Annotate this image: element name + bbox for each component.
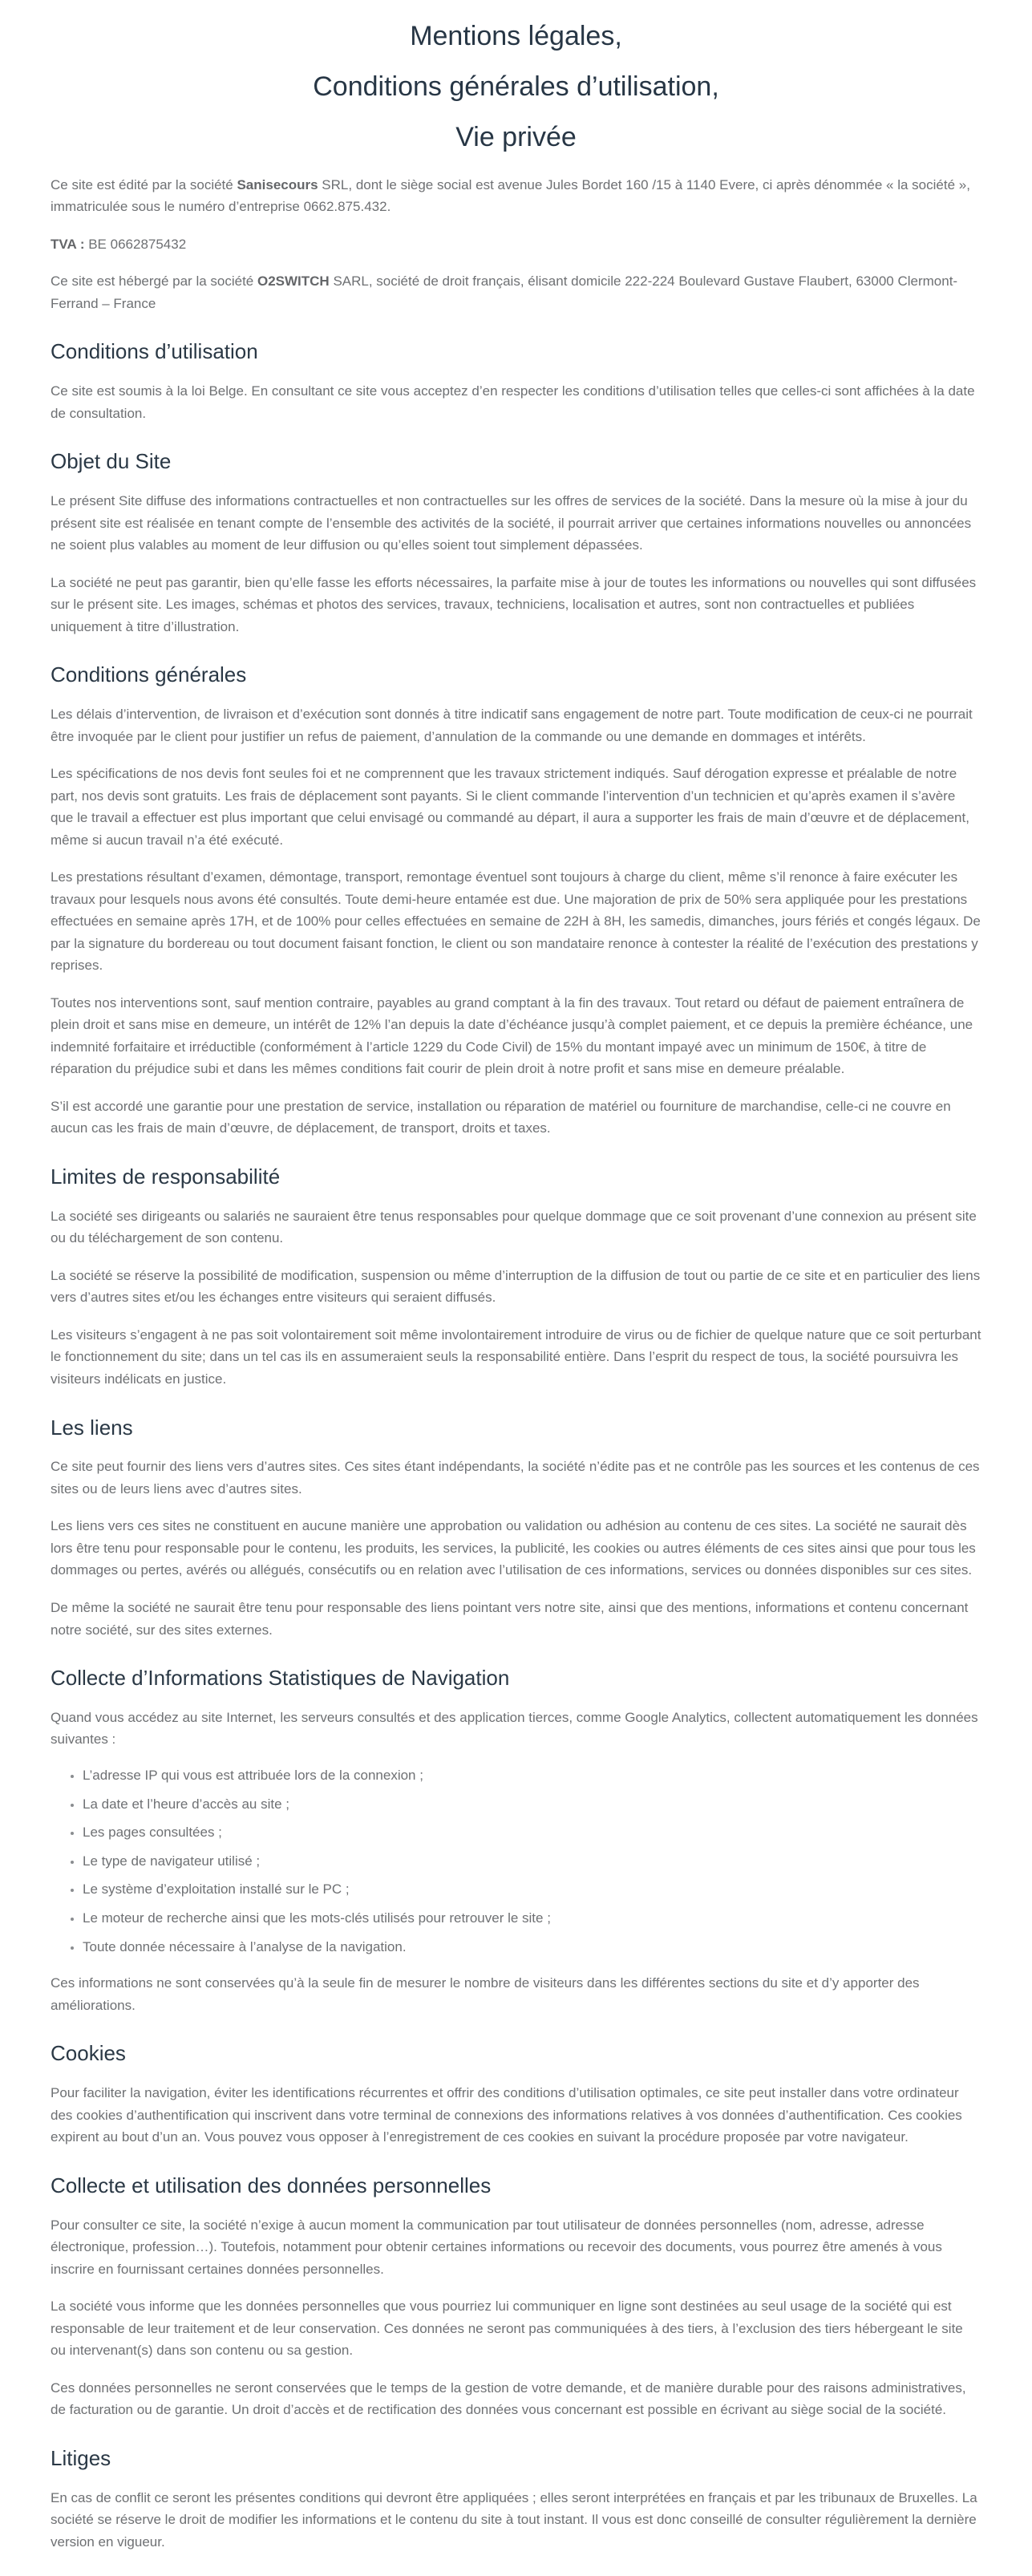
section-heading: Limites de responsabilité [51,1164,281,1189]
section-donnees-personnelles [51,2173,981,2421]
paragraph: Ces informations ne sont conservées qu’à la seule fin de mesurer le nombre de visiteurs dans les différentes sections du site et d’y apporter des améliorations. [51,1975,920,2013]
paragraph: S’il est accordé une garantie pour une prestation de service, installation ou réparation de matériel ou fourniture de marchandise, celle-ci ne couvre en aucun cas les frais de main d’œuvre, de déplacement, de transport, droits et taxes. [51,1098,951,1136]
vat-number: BE 0662875432 [84,236,187,252]
paragraph: La société ses dirigeants ou salariés ne sauraient être tenus responsables pour quelque dommage que ce soit provenant d’une connexion au présent site ou du téléchargement de son contenu. [51,1208,977,1246]
paragraph: Les prestations résultant d’examen, démontage, transport, remontage éventuel sont toujours à charge du client, même s’il renonce à faire exécuter les travaux pour lesquels nous avons été consultés. Toute demi-heure entamée est due. Une majoration de prix de 50% sera appliquée pour les prestations effectuées en semaine après 17H, et de 100% pour celles effectuées en semaine de 22H à 8H, les samedis, dimanches, jours fériés et congés légaux. De par la signature du bordereau ou tout document faisant fonction, le client ou son mandataire renonce à contester la réalité de l’exécution des prestations y reprises. [51,869,981,974]
paragraph: Les visiteurs s’engagent à ne pas soit volontairement soit même involontairement introduire de virus ou de fichier de quelque nature que ce soit perturbant le fonctionnement du site; dans un tel cas ils en assumeraient seuls la responsabilité entière. Dans l’esprit du respect de tous, la société poursuivra les visiteurs indélicats en justice. [51,1326,981,1387]
paragraph: Pour faciliter la navigation, éviter les identifications récurrentes et offrir des conditions d’utilisation optimales, ce site peut installer dans votre ordinateur des cookies d’authentification qui inscrivent dans votre terminal de connexions des informations relatives à vos données d’authentification. Ces cookies expirent au bout d’un an. Vous pouvez vous opposer à l’enregistrement de ces cookies en suivant la procédure proposée par votre navigateur. [51,2085,962,2145]
list-item: • La date et l’heure d’accès au site ; [83,1795,981,1815]
list-item: • Le type de navigateur utilisé ; [83,1852,981,1872]
paragraph: La société ne peut pas garantir, bien qu’elle fasse les efforts nécessaires, la parfaite mise à jour de toutes les informations ou nouvelles qui sont diffusées sur le présent site. Les images, schémas et photos des services, travaux, techniciens, localisation et autres, sont non contractuelles et publiées uniquement à titre d’illustration. [51,574,977,634]
section-heading: Objet du Site [51,449,172,474]
paragraph: De même la société ne saurait être tenu pour responsable des liens pointant vers notre site, ainsi que des mentions, informations et contenu concernant notre société, sur des sites externes. [51,1599,969,1638]
section-objet-du-site [51,448,981,638]
section-heading: Collecte d’Informations Statistiques de Navigation [51,1666,510,1691]
list-item: • Le moteur de recherche ainsi que les mots-clés utilisés pour retrouver le site ; [83,1909,981,1929]
company-name: Sanisecours [237,176,318,192]
paragraph: Les délais d’intervention, de livraison et d’exécution sont donnés à titre indicatif sans engagement de notre part. Toute modification de ceux-ci ne pourrait être invoquée par le client pour justifier un refus de paiement, d’annulation de la commande ou une demande en dommages et intérêts. [51,706,973,744]
section-heading: Les liens [51,1415,133,1440]
intro-editor-text-post: SRL, dont le siège social est avenue Jules Bordet 160 /15 à 1140 Evere, ci après dénommée « la société », immatriculée sous le numéro d’entreprise 0662.875.432. [51,176,970,215]
host-name: O2SWITCH [257,273,330,290]
page-title-line-3: Vie privée [455,121,577,152]
paragraph: En cas de conflit ce seront les présentes conditions qui devront être appliquées ; elles seront interprétées en français et par les tribunaux de Bruxelles. La société se réserve le droit de modifier les informations et le contenu du site à tout instant. Il vous est donc conseillé de consulter régulièrement la dernière version en vigueur. [51,2489,977,2550]
page-title-line-2: Conditions générales d’utilisation, [313,71,719,102]
vat-label: TVA : [51,236,85,252]
collected-data-list [51,1766,981,1957]
section-heading: Conditions d’utilisation [51,339,258,364]
paragraph: La société se réserve la possibilité de modification, suspension ou même d’interruption de la diffusion de tout ou partie de ce site et en particulier des liens vers d’autres sites et/ou les échanges entre visiteurs qui seraient diffusés. [51,1267,981,1306]
intro-editor-text-pre: Ce site est édité par la société [51,176,237,192]
list-item: • Toute donnée nécessaire à l’analyse de la navigation. [83,1938,981,1958]
section-cookies [51,2040,981,2148]
intro-host-paragraph [51,270,981,314]
section-limites-de-responsabilite [51,1164,981,1391]
paragraph: Toutes nos interventions sont, sauf mention contraire, payables au grand comptant à la fin des travaux. Tout retard ou défaut de paiement entraînera de plein droit et sans mise en demeure, un intérêt de 12% l’an depuis la date d’échéance jusqu’à complet paiement, et ce depuis la première échéance, une indemnité forfaitaire et irréductible (conformément à l’article 1229 du Code Civil) de 15% du montant impayé avec un minimum de 150€, à titre de réparation du préjudice subi et dans les mêmes conditions fait courir de plein droit à notre profit et sans mise en demeure préalable. [51,994,973,1077]
paragraph: Le présent Site diffuse des informations contractuelles et non contractuelles sur les offres de services de la société. Dans la mesure où la mise à jour du présent site est réalisée en tenant compte de l’ensemble des activités de la société, il pourrait arriver que certaines informations nouvelles ou annoncées ne soient plus valables au moment de leur diffusion ou qu’elles soient tout simplement dépassées. [51,492,972,553]
paragraph: Les spécifications de nos devis font seules foi et ne comprennent que les travaux strictement indiqués. Sauf dérogation expresse et préalable de notre part, nos devis sont gratuits. Les frais de déplacement sont payants. Si le client commande l’intervention d’un technicien et qu’après examen il s’avère que le travail a effectuer est plus important que celui envisagé ou commandé au départ, il aura a supporter les frais de main d’œuvre et de déplacement, même si aucun travail n’a été exécuté. [51,766,969,848]
paragraph: Quand vous accédez au site Internet, les serveurs consultés et des application tierces, comme Google Analytics, collectent automatiquement les données suivantes : [51,1709,978,1748]
legal-notice-page [51,0,981,2576]
section-heading: Conditions générales [51,662,247,687]
section-litiges [51,2445,981,2553]
list-item: • L’adresse IP qui vous est attribuée lors de la connexion ; [83,1766,981,1786]
intro-host-text-pre: Ce site est hébergé par la société [51,273,257,290]
page-title-line-1: Mentions légales, [410,21,622,51]
list-item: • Le système d’exploitation installé sur le PC ; [83,1880,981,1900]
intro-editor-paragraph [51,174,981,218]
section-conditions-utilisation [51,338,981,424]
section-heading: Collecte et utilisation des données personnelles [51,2173,492,2197]
paragraph: Ces données personnelles ne seront conservées que le temps de la gestion de votre demande, et de manière durable pour des raisons administratives, de facturation ou de garantie. Un droit d’accès et de rectification des données vous concernant est possible en écrivant au siège social de la société. [51,2380,966,2418]
section-collecte-statistiques [51,1665,981,2016]
paragraph: Ce site est soumis à la loi Belge. En consultant ce site vous acceptez d’en respecter les conditions d’utilisation telles que celles-ci sont affichées à la date de consultation. [51,383,975,421]
section-heading: Cookies [51,2041,126,2066]
paragraph: Pour consulter ce site, la société n’exige à aucun moment la communication par tout utilisateur de données personnelles (nom, adresse, adresse électronique, profession…). Toutefois, notamment pour obtenir certaines informations ou recevoir des documents, vous pourrez être amenés à vous inscrire en fournissant certaines données personnelles. [51,2217,942,2277]
section-les-liens [51,1415,981,1642]
intro-host-text-post: SARL, société de droit français, élisant domicile 222-224 Boulevard Gustave Flaubert, 63000 Clermont-Ferrand – France [51,273,958,311]
list-item: • Les pages consultées ; [83,1823,981,1843]
section-conditions-generales [51,662,981,1140]
paragraph: Les liens vers ces sites ne constituent en aucune manière une approbation ou validation ou adhésion au contenu de ces sites. La société ne saurait dès lors être tenu pour responsable pour le contenu, les produits, les services, la publicité, les cookies ou autres éléments de ces sites ainsi que pour tous les dommages ou pertes, avérés ou allégués, consécutifs ou en relation avec l’utilisation de ces informations, services ou données disponibles sur ces sites. [51,1518,976,1578]
page-title [51,11,981,163]
paragraph: La société vous informe que les données personnelles que vous pourriez lui communiquer en ligne sont destinées au seul usage de la société qui est responsable de leur traitement et de leur conservation. Ces données ne seront pas communiquées à des tiers, à l’exclusion des tiers hébergeant le site ou intervenant(s) dans son contenu ou sa gestion. [51,2299,963,2359]
section-heading: Litiges [51,2445,111,2470]
vat-line [51,233,981,256]
paragraph: Ce site peut fournir des liens vers d’autres sites. Ces sites étant indépendants, la société n’édite pas et ne contrôle pas les sources et les contenus de ces sites ou de leurs liens avec d’autres sites. [51,1459,980,1497]
